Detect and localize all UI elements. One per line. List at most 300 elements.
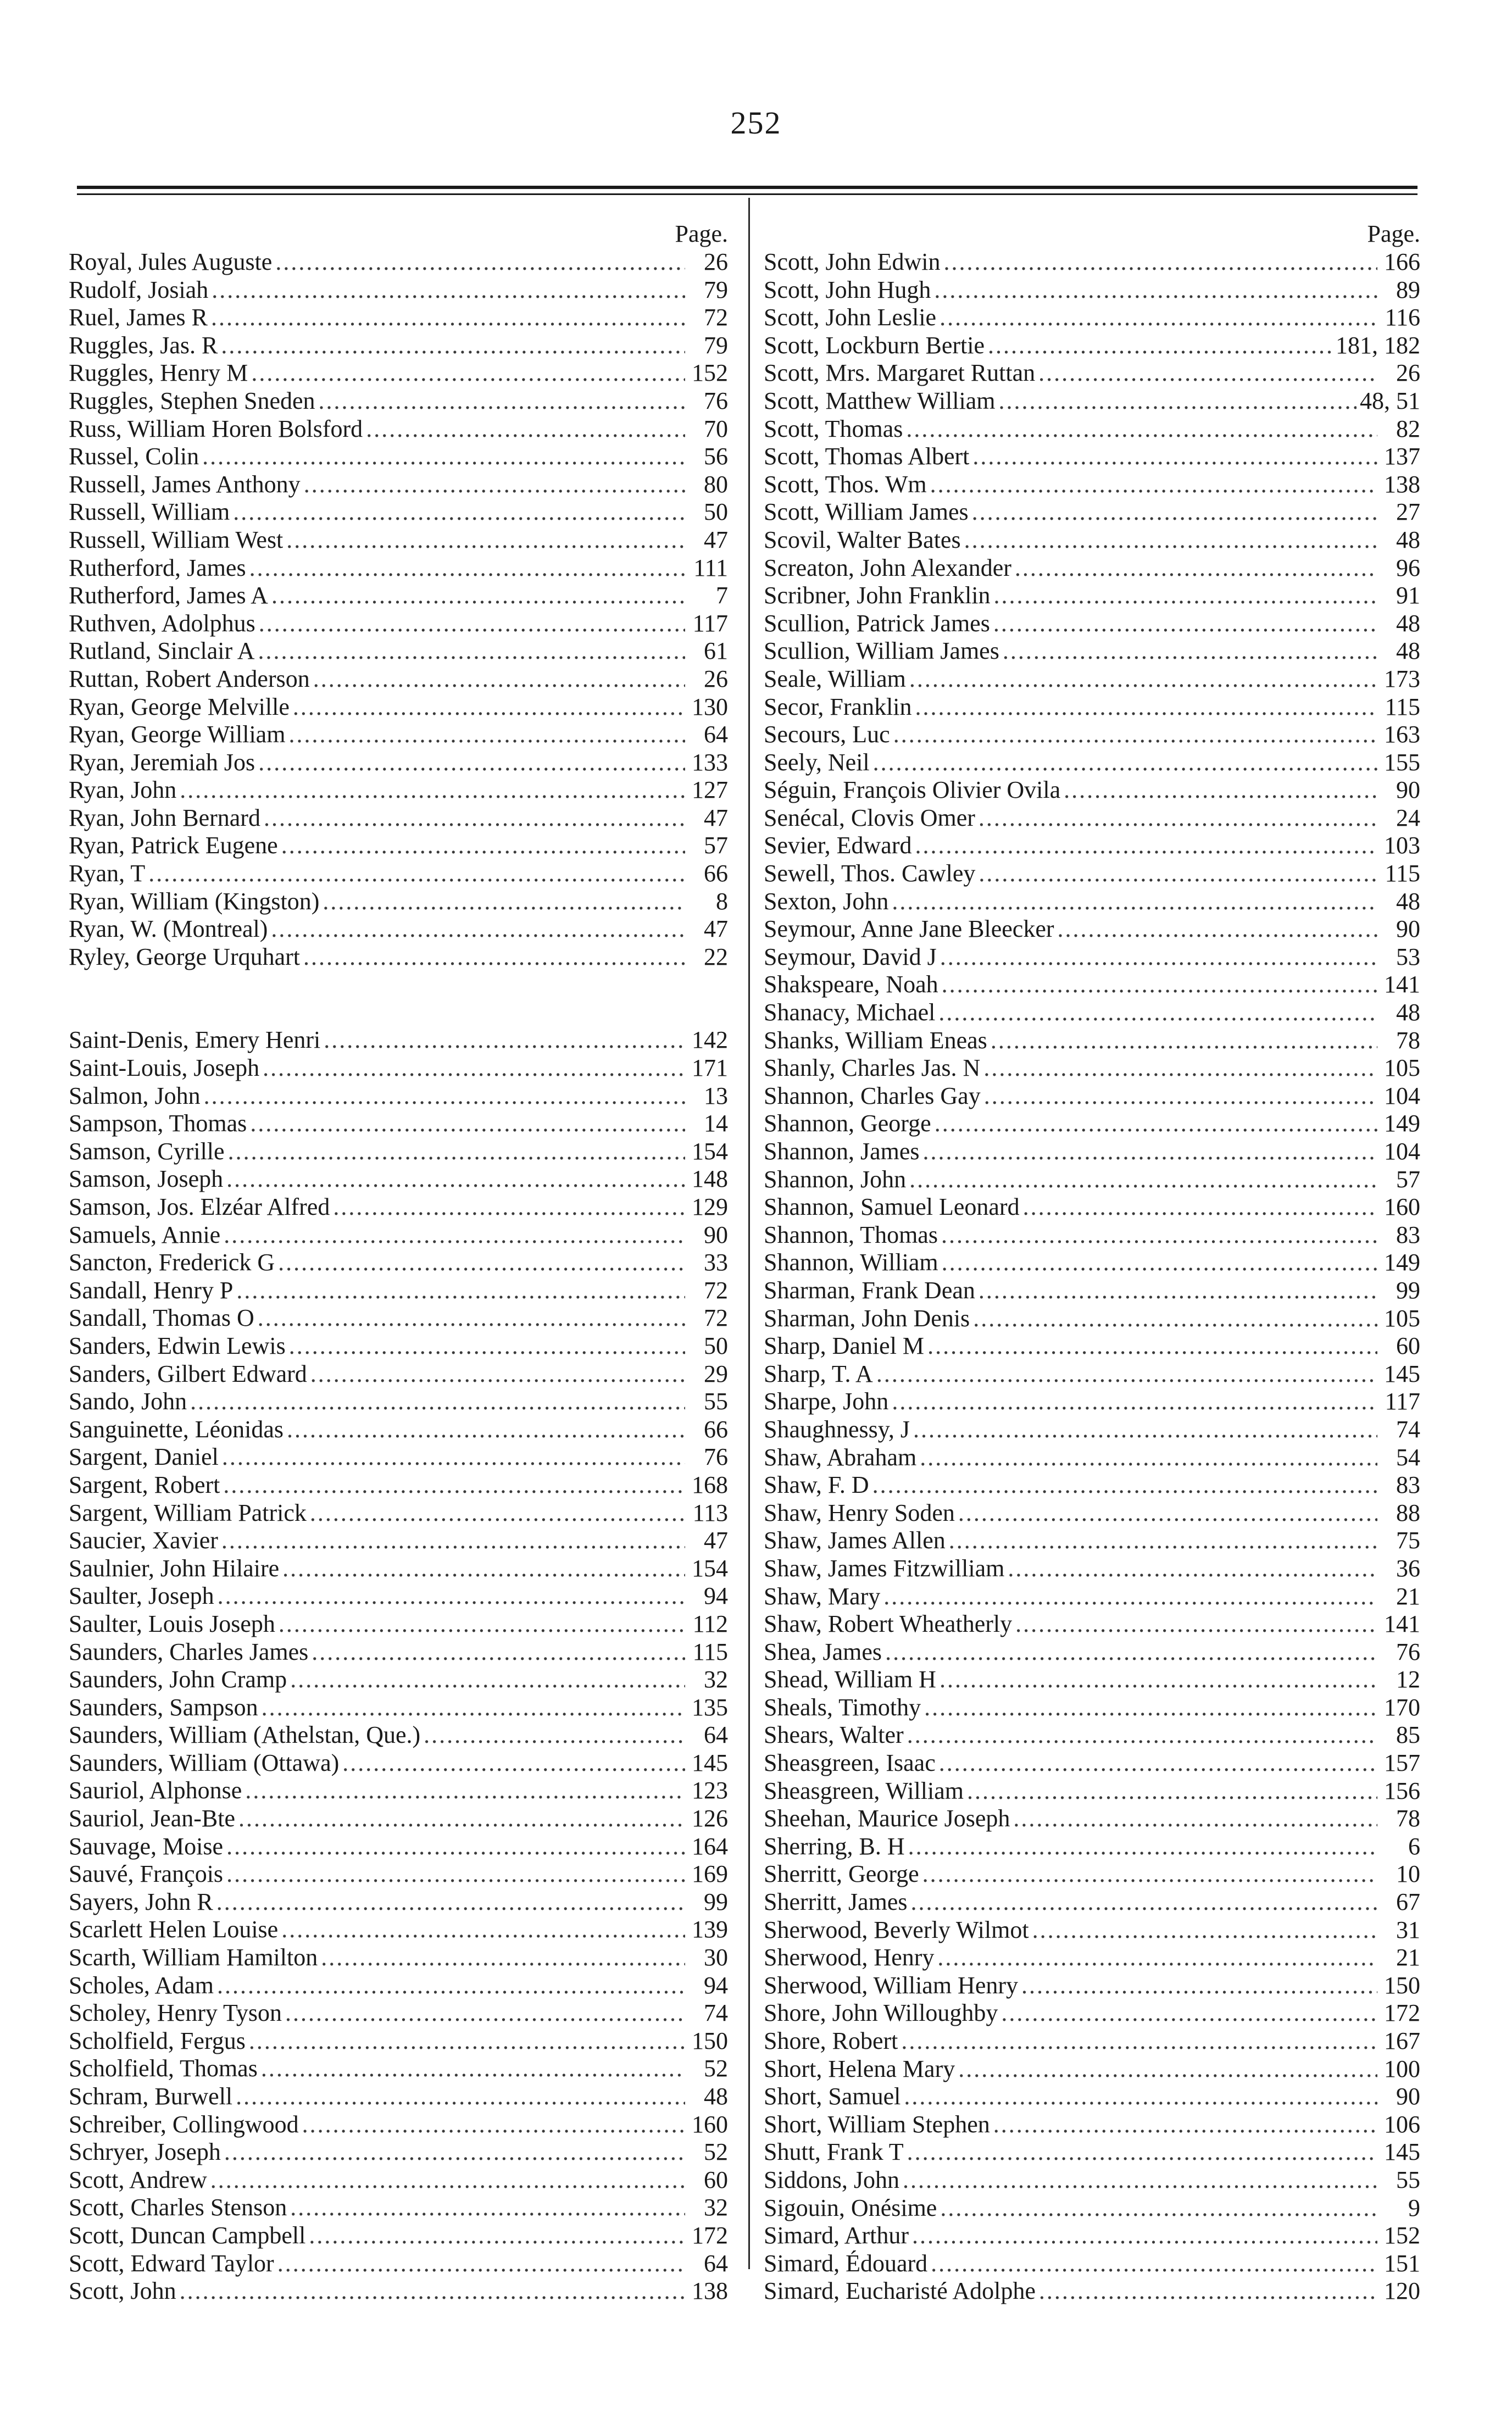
entry-name: Siddons, John [764,2166,899,2193]
entry-page-number: 12 [1396,1666,1420,1693]
entry-page-number: 129 [692,1193,728,1220]
entry-name: Shore, Robert [764,2027,898,2054]
dot-leader [224,2138,685,2166]
index-entry [764,2138,1420,2166]
dot-leader [893,721,1377,749]
index-entry [764,1444,1420,1472]
entry-page-number: 151 [1384,2249,1420,2277]
dot-leader [1015,1610,1377,1638]
entry-name: Schreiber, Collingwood [69,2110,299,2138]
dot-leader [281,832,685,860]
entry-name: Ryan, Patrick Eugene [69,832,278,859]
index-entry [69,1721,728,1749]
dot-leader [979,860,1377,888]
entry-page-number: 33 [704,1249,728,1276]
entry-name: Shutt, Frank T [764,2138,904,2166]
entry-page-number: 149 [1384,1249,1420,1276]
dot-leader [1032,1916,1377,1944]
entry-page-number: 168 [692,1471,728,1498]
dot-leader [218,1582,685,1610]
entry-page-number: 7 [716,582,728,609]
index-entry [69,1888,728,1916]
entry-name: Samson, Jos. Elzéar Alfred [69,1193,330,1220]
entry-page-number: 115 [1385,860,1420,887]
index-entry [69,693,728,721]
index-entry [69,248,728,276]
dot-leader [304,471,685,499]
entry-name: Scott, Thomas [764,415,903,442]
entry-page-number: 47 [704,526,728,553]
dot-leader [212,276,685,304]
index-entry [764,1332,1420,1360]
dot-leader [983,1054,1377,1082]
entry-page-number: 130 [692,693,728,720]
entry-name: Secours, Luc [764,721,890,748]
dot-leader [1023,1193,1377,1221]
entry-name: Scovil, Walter Bates [764,526,961,553]
index-entry [69,471,728,499]
entry-name: Ryan, T [69,860,146,887]
index-entry [69,1582,728,1610]
entry-name: Scholfield, Thomas [69,2055,258,2082]
entry-name: Seely, Neil [764,748,870,776]
dot-leader [279,1610,685,1638]
dot-leader [1013,1805,1377,1833]
entry-page-number: 90 [1396,2083,1420,2110]
entry-page-number: 48 [1396,887,1420,915]
entry-page-number: 160 [692,2110,728,2138]
entry-page-number: 74 [704,1999,728,2027]
entry-name: Scarth, William Hamilton [69,1944,318,1971]
entry-page-number: 150 [1384,1971,1420,1999]
entry-page-number: 154 [692,1554,728,1582]
dot-leader [278,1249,685,1277]
index-entry [69,304,728,332]
entry-page-number: 152 [692,359,728,387]
dot-leader [262,1694,685,1722]
entry-page-number: 167 [1384,2027,1420,2054]
entry-page-number: 66 [704,1415,728,1443]
index-entry [69,1527,728,1555]
entry-page-number: 72 [704,1304,728,1332]
entry-name: Scott, Matthew William [764,387,996,414]
dot-leader [310,1499,685,1527]
dot-leader [323,888,685,916]
index-entry [69,1471,728,1499]
entry-page-number: 172 [692,2221,728,2249]
entry-name: Senécal, Clovis Omer [764,804,975,831]
index-entry [764,1193,1420,1221]
index-entry [69,665,728,693]
entry-name: Ryan, Jeremiah Jos [69,748,255,776]
entry-page-number: 60 [1396,1332,1420,1360]
entry-name: Ruggles, Jas. R [69,331,218,359]
entry-name: Shanks, William Eneas [764,1026,987,1054]
index-entry [764,915,1420,943]
index-entry [69,1165,728,1193]
dot-leader [909,1166,1377,1194]
dot-leader [236,2083,685,2111]
dot-leader [972,443,1377,471]
index-entry [764,1860,1420,1888]
entry-page-number: 99 [704,1888,728,1915]
index-entry [69,387,728,415]
entry-page-number: 27 [1396,498,1420,526]
index-entry [764,1805,1420,1833]
index-entry [764,2027,1420,2055]
entry-page-number: 82 [1396,415,1420,442]
entry-name: Sheasgreen, William [764,1777,964,1804]
entry-name: Schram, Burwell [69,2083,233,2110]
entry-name: Shannon, John [764,1165,907,1193]
index-entry [69,1082,728,1110]
entry-name: Saunders, Charles James [69,1638,309,1665]
index-entry [764,1666,1420,1694]
entry-page-number: 60 [704,2166,728,2193]
index-entry [764,721,1420,749]
entry-name: Sharman, Frank Dean [764,1276,975,1304]
entry-page-number: 30 [704,1944,728,1971]
dot-leader [904,2083,1377,2111]
index-entry [764,498,1420,526]
dot-leader [303,943,685,971]
entry-name: Shaw, Robert Wheatherly [764,1610,1013,1638]
dot-leader [302,2111,685,2139]
entry-name: Scott, John Edwin [764,248,941,275]
dot-leader [310,1360,685,1388]
entry-page-number: 89 [1396,276,1420,303]
dot-leader [366,415,685,443]
entry-name: Russel, Colin [69,443,199,470]
entry-page-number: 72 [704,1276,728,1304]
dot-leader [941,1221,1377,1249]
entry-page-number: 21 [1396,1944,1420,1971]
entry-page-number: 135 [692,1693,728,1721]
entry-name: Scott, Duncan Campbell [69,2221,306,2249]
index-entry [69,276,728,304]
dot-leader [287,1416,685,1444]
entry-name: Ryley, George Urquhart [69,943,301,970]
entry-name: Sigouin, Onésime [764,2194,937,2221]
index-entry [69,1555,728,1583]
entry-name: Sayers, John R [69,1888,213,1915]
entry-page-number: 50 [704,498,728,526]
entry-name: Russell, William West [69,526,284,553]
dot-leader [259,610,685,638]
entry-name: Saunders, William (Ottawa) [69,1749,340,1776]
index-entry [69,2138,728,2166]
entry-name: Saulnier, John Hilaire [69,1554,280,1582]
index-entry [764,1249,1420,1277]
entry-page-number: 115 [692,1638,728,1665]
dot-leader [920,1444,1377,1472]
dot-leader [226,1165,685,1193]
dot-leader [984,1082,1377,1110]
entry-page-number: 145 [692,1749,728,1776]
index-entry [69,1805,728,1833]
entry-name: Secor, Franklin [764,693,912,720]
index-entry [764,1305,1420,1333]
entry-name: Ruggles, Stephen Sneden [69,387,315,414]
entry-page-number: 14 [704,1110,728,1137]
dot-leader [979,804,1377,832]
entry-page-number: 32 [704,1666,728,1693]
dot-leader [228,1138,685,1166]
entry-name: Seale, William [764,665,906,692]
right-column [764,220,1420,2305]
section-gap [69,971,728,1026]
dot-leader [321,1944,685,1972]
entry-page-number: 155 [1384,748,1420,776]
dot-leader [964,526,1377,554]
dot-leader [148,860,685,888]
dot-leader [939,1749,1377,1777]
index-group-r [69,248,728,971]
entry-name: Shaw, F. D [764,1471,869,1499]
dot-leader [251,359,685,387]
dot-leader [943,248,1377,276]
entry-name: Scott, Edward Taylor [69,2249,274,2277]
entry-name: Sauvé, François [69,1860,224,1888]
index-entry [764,1166,1420,1194]
index-entry [69,2194,728,2222]
entry-page-number: 90 [1396,915,1420,943]
entry-name: Shore, John Willoughby [764,1999,998,2027]
index-entry [764,1888,1420,1916]
entry-page-number: 157 [1384,1749,1420,1777]
dot-leader [1038,359,1377,387]
entry-page-number: 145 [1384,2138,1420,2166]
index-group-s [69,1026,728,2305]
entry-page-number: 57 [1396,1165,1420,1193]
entry-page-number: 90 [1396,776,1420,804]
entry-page-number: 31 [1396,1916,1420,1943]
index-entry [764,248,1420,276]
entry-name: Saint-Louis, Joseph [69,1054,260,1082]
entry-page-number: 67 [1396,1888,1420,1916]
entry-page-number: 103 [1384,832,1420,859]
entry-page-number: 90 [704,1221,728,1248]
entry-name: Sevier, Edward [764,832,912,859]
dot-leader [258,749,685,777]
index-entry [764,1054,1420,1082]
dot-leader [908,1833,1377,1861]
index-entry [69,554,728,582]
entry-page-number: 96 [1396,554,1420,581]
index-entry [69,610,728,638]
index-entry [764,1944,1420,1972]
entry-name: Shannon, William [764,1249,938,1276]
dot-leader [979,1277,1377,1305]
entry-page-number: 8 [716,887,728,915]
entry-name: Sherwood, William Henry [764,1971,1019,1999]
entry-page-number: 26 [1396,359,1420,387]
index-entry [764,1555,1420,1583]
entry-page-number: 166 [1384,248,1420,275]
left-column [69,220,728,2305]
dot-leader [286,526,685,554]
dot-leader [927,1332,1377,1360]
entry-name: Scott, John Hugh [764,276,931,303]
entry-name: Sheasgreen, Isaac [764,1749,936,1777]
entry-name: Russ, William Horen Bolsford [69,415,363,442]
index-entry [69,1860,728,1888]
index-entry [764,1749,1420,1777]
index-entry [69,1277,728,1305]
dot-leader [271,582,685,610]
index-entry [69,415,728,443]
entry-name: Shanacy, Michael [764,999,936,1026]
entry-page-number: 76 [704,387,728,414]
entry-page-number: 139 [692,1916,728,1943]
entry-name: Shannon, Charles Gay [764,1082,981,1109]
entry-name: Russell, William [69,498,230,526]
dot-leader [1021,1972,1377,2000]
entry-name: Simard, Édouard [764,2249,928,2277]
entry-page-number: 83 [1396,1221,1420,1248]
entry-name: Scott, Lockburn Bertie [764,331,985,359]
entry-page-number: 21 [1396,1582,1420,1610]
entry-name: Saunders, John Cramp [69,1666,287,1693]
entry-page-number: 76 [1396,1638,1420,1665]
entry-name: Russell, James Anthony [69,470,301,498]
dot-leader [958,1499,1377,1527]
dot-leader [911,1888,1377,1916]
dot-leader [1003,637,1377,665]
index-entry [69,1388,728,1416]
entry-name: Shanly, Charles Jas. N [764,1054,981,1082]
entry-name: Short, William Stephen [764,2110,990,2138]
index-entry [69,359,728,387]
entry-page-number: 75 [1396,1527,1420,1554]
dot-leader [988,332,1332,360]
dot-leader [942,1249,1377,1277]
entry-name: Scott, Mrs. Margaret Ruttan [764,359,1036,387]
index-entry [764,637,1420,665]
entry-name: Scribner, John Franklin [764,582,991,609]
index-entry [764,304,1420,332]
index-entry [764,2277,1420,2305]
entry-name: Saulter, Louis Joseph [69,1610,275,1637]
index-entry [69,1666,728,1694]
dot-leader [309,2222,685,2250]
dot-leader [930,471,1377,499]
entry-page-number: 142 [692,1026,728,1054]
dot-leader [901,2027,1377,2055]
index-entry [69,637,728,665]
index-entry [69,943,728,971]
entry-page-number: 85 [1396,1721,1420,1749]
dot-leader [222,1443,685,1471]
entry-name: Séguin, François Olivier Ovila [764,776,1061,804]
entry-name: Royal, Jules Auguste [69,248,273,275]
dot-leader [263,1054,685,1082]
dot-leader [226,1833,685,1861]
entry-page-number: 170 [1384,1693,1420,1721]
entry-name: Scott, William James [764,498,969,526]
index-entry [69,1638,728,1666]
entry-page-number: 127 [692,776,728,804]
index-entry [69,888,728,916]
index-entry [764,2222,1420,2250]
entry-name: Samson, Cyrille [69,1137,225,1165]
index-entry [764,526,1420,554]
entry-name: Shakspeare, Noah [764,971,938,998]
entry-name: Sherwood, Beverly Wilmot [764,1916,1029,1943]
entry-page-number: 120 [1384,2277,1420,2305]
entry-page-number: 123 [692,1777,728,1804]
dot-leader [275,248,685,276]
index-entry [764,471,1420,499]
dot-leader [973,1305,1377,1333]
dot-leader [1064,776,1377,804]
entry-page-number: 72 [704,304,728,331]
index-entry [69,1193,728,1221]
dot-leader [221,1527,685,1555]
index-entry [764,832,1420,860]
index-entry [69,443,728,471]
page-column-label: Page. [675,220,728,247]
entry-page-number: 76 [704,1443,728,1471]
index-entry [764,943,1420,971]
entry-name: Shead, William H [764,1666,936,1693]
index-entry [69,2166,728,2194]
entry-page-number: 141 [1384,971,1420,998]
entry-page-number: 104 [1384,1138,1420,1165]
entry-page-number: 115 [1385,693,1420,720]
index-entry [69,860,728,888]
index-entry [69,2027,728,2055]
index-entry [764,1777,1420,1805]
dot-leader [342,1749,685,1777]
entry-name: Ruggles, Henry M [69,359,248,387]
entry-page-number: 79 [704,276,728,303]
dot-leader [217,1972,685,2000]
entry-name: Sheehan, Maurice Joseph [764,1805,1010,1832]
entry-page-number: 152 [1384,2222,1420,2249]
dot-leader [940,943,1377,971]
entry-name: Shannon, James [764,1138,920,1165]
entry-page-number: 48 [1396,637,1420,665]
index-entry [764,554,1420,582]
index-entry [764,610,1420,638]
entry-page-number: 171 [692,1054,728,1082]
entry-page-number: 80 [704,470,728,498]
index-group-s-continued [764,248,1420,2305]
dot-leader [238,1805,685,1833]
entry-page-number: 13 [704,1082,728,1109]
entry-name: Salmon, John [69,1082,201,1109]
entry-page-number: 10 [1396,1860,1420,1888]
index-entry [764,693,1420,721]
entry-page-number: 29 [704,1360,728,1387]
entry-page-number: 138 [1384,470,1420,498]
entry-page-number: 94 [704,1971,728,1999]
index-entry [69,2250,728,2278]
entry-page-number: 112 [692,1610,728,1637]
index-entry [69,1916,728,1944]
entry-page-number: 137 [1384,443,1420,470]
entry-page-number: 52 [704,2055,728,2082]
entry-name: Shannon, Thomas [764,1221,938,1248]
dot-leader [1039,2277,1377,2305]
entry-name: Sanders, Edwin Lewis [69,1332,286,1359]
index-entry [764,2055,1420,2083]
entry-name: Sherritt, James [764,1888,908,1916]
entry-page-number: 105 [1384,1304,1420,1332]
index-entry [69,498,728,526]
index-entry [764,971,1420,999]
